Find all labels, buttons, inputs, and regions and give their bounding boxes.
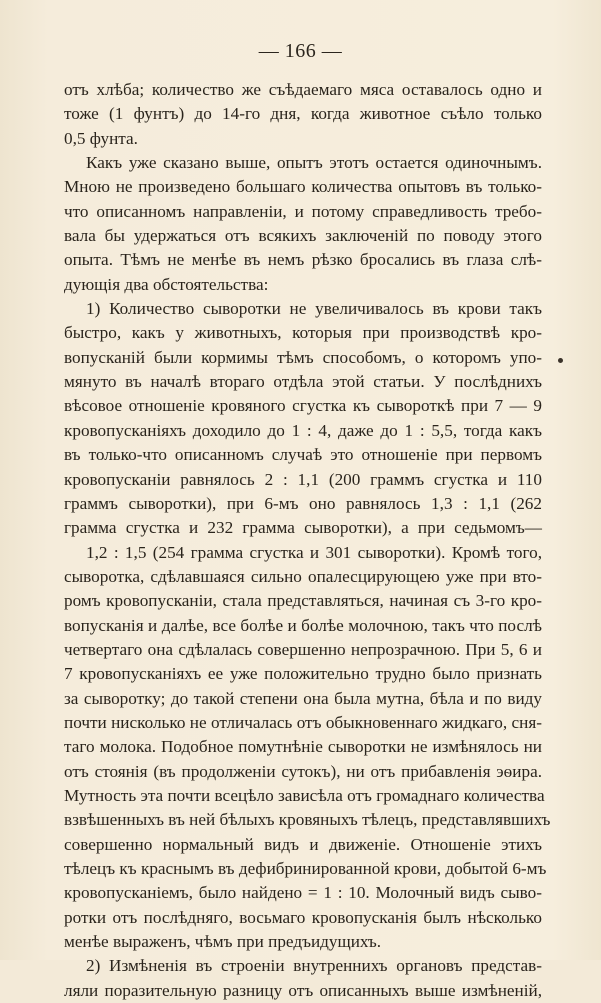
text-line: быстро, какъ у животныхъ, которыя при производствѣ кро- <box>64 323 542 343</box>
text-line: 2) Измѣненія въ строеніи внутреннихъ органовъ представ- <box>86 956 542 976</box>
text-line: что описанномъ направленіи, и потому справедливость требо- <box>64 201 542 221</box>
text-line: почти нисколько не отличалась отъ обыкновеннаго жидкаго, сня- <box>64 712 542 732</box>
text-line: 0,5 фунта. <box>64 128 138 148</box>
text-line: за сыворотку; до такой степени она была мутна, бѣла и по виду <box>64 688 542 708</box>
text-line: кровопусканіи равнялось 2 : 1,1 (200 граммъ сгустка и 110 <box>64 469 542 489</box>
text-line: тѣлецъ къ краснымъ въ дефибринированной крови, добытой 6-мъ <box>64 859 547 878</box>
text-line: Мною не произведено большаго количества опытовъ въ только- <box>64 177 542 197</box>
text-line: 7 кровопусканіяхъ ее уже положительно трудно было признать <box>64 664 542 684</box>
text-line: отъ хлѣба; количество же съѣдаемаго мяса оставалось одно и <box>64 80 542 99</box>
text-line: сыворотка, сдѣлавшаяся сильно опалесцирующею уже при вто- <box>64 566 542 586</box>
text-line: 1,2 : 1,5 (254 грамма сгустка и 301 сыворотки). Кромѣ того, <box>86 542 542 562</box>
text-line: вопусканій были кормимы тѣмъ способомъ, о которомъ упо- <box>64 347 542 367</box>
text-line: четвертаго она сдѣлалась совершенно непрозрачною. При 5, 6 и <box>64 639 542 659</box>
text-line: опыта. Тѣмъ не менѣе въ немъ рѣзко бросались въ глаза слѣ- <box>64 250 542 270</box>
text-line: таго молока. Подобное помутнѣніе сыворотки не измѣнялось ни <box>64 737 542 757</box>
text-line: менѣе выраженъ, чѣмъ при предъидущихъ. <box>64 932 382 952</box>
text-line: Мутность эта почти всецѣло зависѣла отъ громаднаго количества <box>64 785 545 805</box>
text-line: кровопусканіяхъ доходило до 1 : 4, даже до 1 : 5,5, тогда какъ <box>64 420 542 440</box>
text-line: тоже (1 фунтъ) до 14-го дня, когда животное съѣло только <box>64 104 542 124</box>
text-line: дующія два обстоятельства: <box>64 274 269 294</box>
text-line: Какъ уже сказано выше, опытъ этотъ остается одиночнымъ. <box>86 153 542 173</box>
text-line: кровопусканіемъ, было найдено = 1 : 10. Молочный видъ сыво- <box>64 883 542 903</box>
text-line: ляли поразительную разницу отъ описанныхъ выше измѣненій, <box>64 980 542 1000</box>
text-line: совершенно нормальный видъ и движеніе. Отношеніе этихъ <box>64 834 542 854</box>
body-text <box>64 78 551 1003</box>
text-line: отъ стоянія (въ продолженіи сутокъ), ни отъ прибавленія эѳира. <box>64 761 542 781</box>
text-line: грамма сгустка и 232 грамма сыворотки), а при седьмомъ— <box>64 518 542 538</box>
text-line: вопусканія и далѣе, все болѣе и болѣе молочною, такъ что послѣ <box>64 615 542 635</box>
text-line: взвѣшенныхъ въ ней бѣлыхъ кровяныхъ тѣлецъ, представлявшихъ <box>64 810 551 830</box>
text-line: граммъ сыворотки), при 6-мъ оно равнялось 1,3 : 1,1 (262 <box>64 493 542 513</box>
text-line: вала бы удержаться отъ всякихъ заключеній по поводу этого <box>64 226 542 246</box>
text-line: вѣсовое отношеніе кровяного сгустка къ сывороткѣ при 7 — 9 <box>64 396 542 416</box>
text-line: ротки отъ послѣдняго, восьмаго кровопусканія былъ нѣсколько <box>64 907 542 927</box>
margin-dot-mark <box>558 358 563 363</box>
text-line: въ только-что описанномъ случаѣ это отношеніе при первомъ <box>64 445 542 465</box>
text-line: мянуто въ началѣ втораго отдѣла этой статьи. У послѣднихъ <box>64 372 542 392</box>
page-number: — 166 — <box>258 40 343 62</box>
text-line: ромъ кровопусканіи, стала представляться, начиная съ 3-го кро- <box>64 591 542 611</box>
text-line: 1) Количество сыворотки не увеличивалось въ крови такъ <box>86 299 542 319</box>
